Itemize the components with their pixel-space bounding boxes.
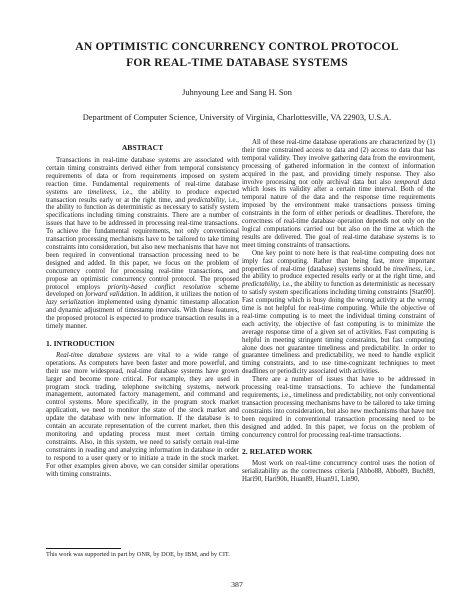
- introduction-paragraph: Real-time database systems are vital to a wide range of operations. As computers have been faster and more powerful, and their use more widespread, real-time database systems have grown larger and become more critical. For example, they are used in program stock trading, telephone switching systems, network management, automated factory management, and command and control systems. More specifically, in the program stock market application, we need to monitor the state of the stock market and update the database with new information. If the database is to contain an accurate representation of the current market, then this monitoring and updating process must meet certain timing constraints. Also, in this system, we need to satisfy certain real-time constraints in reading and analyzing information in database in order to respond to a user query or to initiate a trade in the stock market. For other examples given above, we can consider similar operations with timing constraints.: [46, 351, 239, 478]
- authors: Juhnyoung Lee and Sang H. Son: [182, 88, 292, 97]
- abstract-paragraph: Transactions in real-time database systems are associated with certain timing constraints derived either from temporal consistency requirements of data or from requirements imposed on system reaction time. Fundamental requirements of real-time database systems are timeliness, i.e., the ability to produce expected transaction results early or at the right time, and predictability, i.e., the ability to function as deterministic as necessary to satisfy system specifications including timing constraints. There are a number of issues that have to be addressed in processing real-time transactions. To achieve the fundamental requirements, not only conventional transaction processing mechanisms have to be tailored to take timing constraints into consideration, but also new mechanisms that have not been required in conventional transaction processing need to be designed and added. In this paper, we focus on the problem of concurrency control for processing real-time transactions, and propose an optimistic concurrency control protocol. The proposed protocol employs priority-based conflict resolution scheme developed on forward validation. In addition, it utilizes the notion of lazy serialization implemented using dynamic timestamp allocation and dynamic adjustment of timestamp intervals. With these features, the proposed protocol is expected to produce transaction results in a timely manner.: [46, 157, 240, 331]
- body-paragraph-3: There are a number of issues that have to be addressed in processing real-time transactions. To achieve the fundamental requirements, i.e., timeliness and predictability, not only conventional transaction processing mechanisms have to be tailored to take timing constraints into consideration, but also new mechanisms that have not been required in conventional transaction processing need to be designed and added. In this paper, we focus on the problem of concurrency control for processing real-time transactions.: [242, 376, 435, 439]
- page-number: 387: [231, 580, 243, 589]
- paper-title-line-2: FOR REAL-TIME DATABASE SYSTEMS: [126, 56, 348, 69]
- paper-title-line-1: AN OPTIMISTIC CONCURRENCY CONTROL PROTOCOL: [75, 40, 399, 53]
- left-column: [46, 139, 239, 478]
- affiliation: Department of Computer Science, University of Virginia, Charlottesville, VA 22903, U.S.A.: [82, 113, 392, 122]
- body-paragraph-2: One key point to note here is that real-time computing does not imply fast computing. Rather than being fast, more important properties of real-time (database) systems should be timeliness, i.e., the ability to produce expected results early or at the right time, and predictability, i.e., the ability to function as deterministic as necessary to satisfy system specifications including timing constraints [Stan90]. Fast computing which is busy doing the wrong activity at the wrong time is not helpful for real-time computing. While the objective of real-time computing is to meet the individual timing constraint of each activity, the objective of fast computing is to minimize the average response time of a given set of activities. Fast computing is helpful in meeting stringent timing constraints, but fast computing alone does not guarantee timeliness and predictability. In order to guarantee timeliness and predictability, we need to handle explicit timing constraints, and to use time-cognizant techniques to meet deadlines or periodicity associated with activities.: [242, 249, 435, 376]
- body-paragraph-1: All of these real-time database operations are characterized by (1) their time constrained access to data and (2) access to data that has temporal validity. They involve gathering data from the environment, processing of gathered information in the context of information acquired in the past, and providing timely response. They also involve processing not only archival data but also temporal data which loses its validity after a certain time interval. Both of the temporal nature of the data and the response time requirements imposed by the environment make transactions possess timing constraints in the form of either periods or deadlines. Therefore, the correctness of real-time database operation depends not only on the logical computations carried out but also on the time at which the results are delivered. The goal of real-time database systems is to meet timing constraints of transactions.: [242, 139, 436, 249]
- footnote: This work was supported in part by ONR, by DOE, by IBM, and by CIT.: [46, 551, 230, 558]
- abstract-heading: ABSTRACT: [121, 143, 164, 152]
- introduction-heading: 1. INTRODUCTION: [46, 338, 115, 348]
- right-column: [242, 139, 435, 484]
- footnote-rule: [46, 548, 121, 549]
- related-work-paragraph: Most work on real-time concurrency control uses the notion of serializability as the correctness criteria [Abbo88, Abbo89, Buch89, Hari90, Hari90b, Huan89, Huan91, Lin90,: [242, 460, 435, 484]
- related-work-heading: 2. RELATED WORK: [242, 447, 313, 457]
